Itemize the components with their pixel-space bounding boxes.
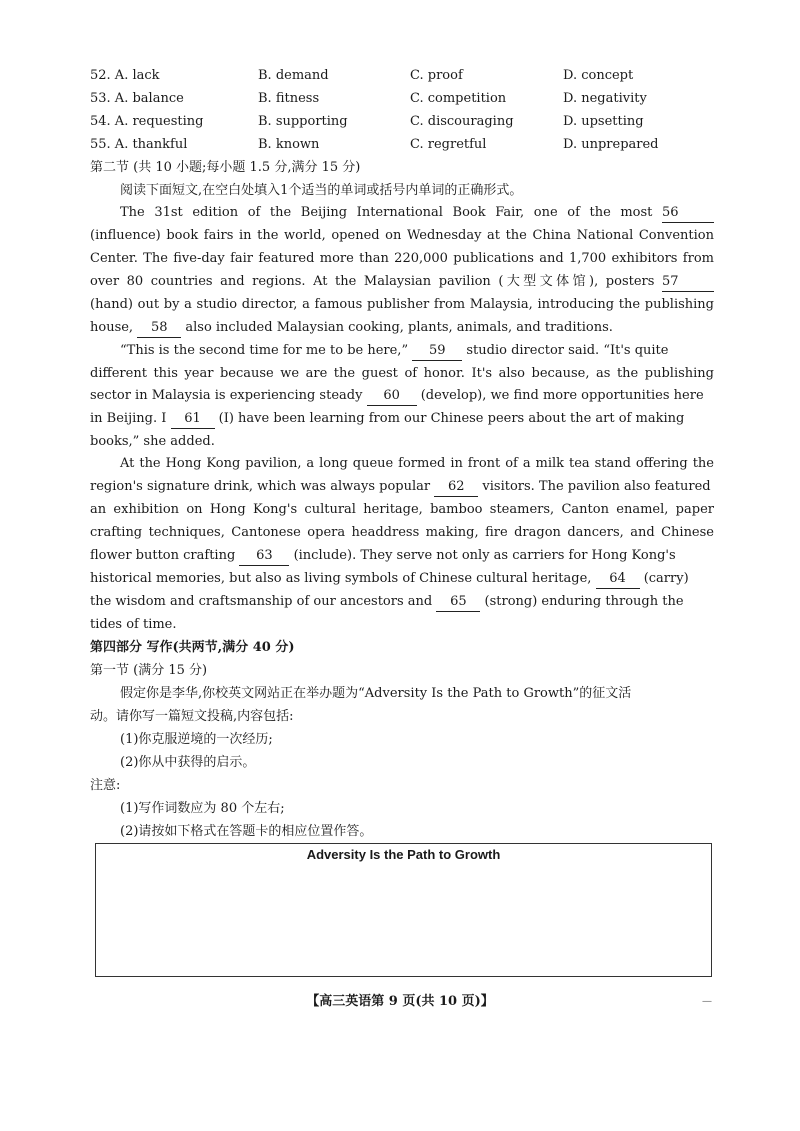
passage-line	[90, 590, 714, 613]
option-d: D. unprepared	[563, 137, 659, 152]
option-d: D. upsetting	[563, 114, 644, 129]
passage-text: (carry)	[643, 571, 689, 586]
blank-65: 65	[436, 593, 480, 612]
passage-text: flower button crafting	[90, 548, 236, 563]
passage-text: visitors. The pavilion also featured	[482, 479, 711, 494]
passage-text: studio director said. “It's quite	[466, 343, 669, 358]
blank-62: 62	[434, 478, 478, 497]
passage-line: Center. The five-day fair featured more than 220,000 publications and 1,700 exhibitors from	[90, 251, 714, 266]
option-c: C. competition	[410, 91, 507, 106]
passage-line: an exhibition on Hong Kong's cultural heritage, bamboo steamers, Canton enamel, paper	[90, 502, 714, 517]
option-a: 54. A. requesting	[90, 114, 204, 129]
passage-line: crafting techniques, Cantonese opera headdress making, fire dragon dancers, and Chinese	[90, 525, 714, 540]
option-row-55	[90, 133, 730, 156]
passage-text: house,	[90, 320, 134, 335]
part4-heading: 第四部分 写作(共两节,满分 40 分)	[90, 640, 295, 655]
passage-text: the wisdom and craftsmanship of our ancestors and	[90, 594, 433, 609]
option-b: B. known	[258, 137, 320, 152]
passage-text: also included Malaysian cooking, plants, animals, and traditions.	[185, 320, 613, 335]
passage-line	[90, 475, 714, 498]
passage-line	[90, 384, 714, 407]
prompt-item-2: (2)你从中获得的启示。	[120, 755, 256, 770]
option-a: 53. A. balance	[90, 91, 184, 106]
footer-mark: —	[702, 996, 712, 1007]
passage-text: region's signature drink, which was always popular	[90, 479, 431, 494]
option-c: C. regretful	[410, 137, 487, 152]
writing-prompt: 动。请你写一篇短文投稿,内容包括:	[90, 709, 294, 724]
passage-line	[90, 270, 714, 293]
blank-63: 63	[239, 547, 289, 566]
passage-line: books,” she added.	[90, 434, 215, 449]
passage-line	[90, 316, 714, 339]
option-b: B. demand	[258, 68, 329, 83]
blank-58: 58	[137, 319, 181, 338]
note-item-2: (2)请按如下格式在答题卡的相应位置作答。	[120, 824, 373, 839]
option-d: D. concept	[563, 68, 634, 83]
answer-box-title: Adversity Is the Path to Growth	[306, 847, 501, 862]
writing-prompt: 假定你是李华,你校英文网站正在举办题为“Adversity Is the Path to Growth”的征文活	[120, 686, 632, 701]
blank-59: 59	[412, 342, 462, 361]
blank-61: 61	[171, 410, 215, 429]
blank-60: 60	[367, 387, 417, 406]
option-a: 55. A. thankful	[90, 137, 188, 152]
passage-text: in Beijing. I	[90, 411, 167, 426]
passage-text: (I) have been learning from our Chinese peers about the art of making	[218, 411, 685, 426]
option-a: 52. A. lack	[90, 68, 160, 83]
passage-text: The 31st edition of the Beijing International Book Fair, one of the most	[120, 205, 653, 220]
section2-heading: 第二节 (共 10 小题;每小题 1.5 分,满分 15 分)	[90, 160, 361, 175]
passage-line: different this year because we are the guest of honor. It's also because, as the publishing	[90, 366, 714, 381]
passage-line	[90, 407, 714, 430]
passage-line: tides of time.	[90, 617, 177, 632]
option-d: D. negativity	[563, 91, 647, 106]
prompt-item-1: (1)你克服逆境的一次经历;	[120, 732, 273, 747]
option-row-53	[90, 87, 730, 110]
blank-57: 57	[662, 273, 714, 292]
option-c: C. proof	[410, 68, 463, 83]
passage-text: over 80 countries and regions. At the Malaysian pavilion (大型文体馆), posters	[90, 274, 655, 289]
part4-section1: 第一节 (满分 15 分)	[90, 663, 208, 678]
passage-line	[90, 567, 714, 590]
option-row-52	[90, 64, 730, 87]
passage-line	[120, 339, 714, 362]
option-b: B. supporting	[258, 114, 348, 129]
passage-line: (hand) out by a studio director, a famous publisher from Malaysia, introducing the publishing	[90, 297, 714, 312]
passage-line: (influence) book fairs in the world, opened on Wednesday at the China National Convention	[90, 228, 714, 243]
passage-text: (develop), we find more opportunities here	[420, 388, 704, 403]
option-row-54	[90, 110, 730, 133]
section2-instruction: 阅读下面短文,在空白处填入1个适当的单词或括号内单词的正确形式。	[120, 183, 523, 198]
passage-text: historical memories, but also as living symbols of Chinese cultural heritage,	[90, 571, 592, 586]
passage-line	[120, 201, 714, 224]
page-footer: 【高三英语第 9 页(共 10 页)】	[306, 994, 494, 1009]
passage-text: sector in Malaysia is experiencing steady	[90, 388, 363, 403]
option-c: C. discouraging	[410, 114, 514, 129]
answer-options	[90, 64, 730, 156]
blank-56: 56	[662, 204, 714, 223]
passage-line: At the Hong Kong pavilion, a long queue formed in front of a milk tea stand offering the	[120, 456, 714, 471]
note-item-1: (1)写作词数应为 80 个左右;	[120, 801, 285, 816]
option-b: B. fitness	[258, 91, 320, 106]
passage-text: “This is the second time for me to be here,”	[120, 343, 409, 358]
blank-64: 64	[596, 570, 640, 589]
answer-box	[95, 843, 712, 977]
passage-text: (strong) enduring through the	[484, 594, 684, 609]
passage-line	[90, 544, 714, 567]
passage-text: (include). They serve not only as carriers for Hong Kong's	[293, 548, 676, 563]
note-label: 注意:	[90, 778, 121, 793]
